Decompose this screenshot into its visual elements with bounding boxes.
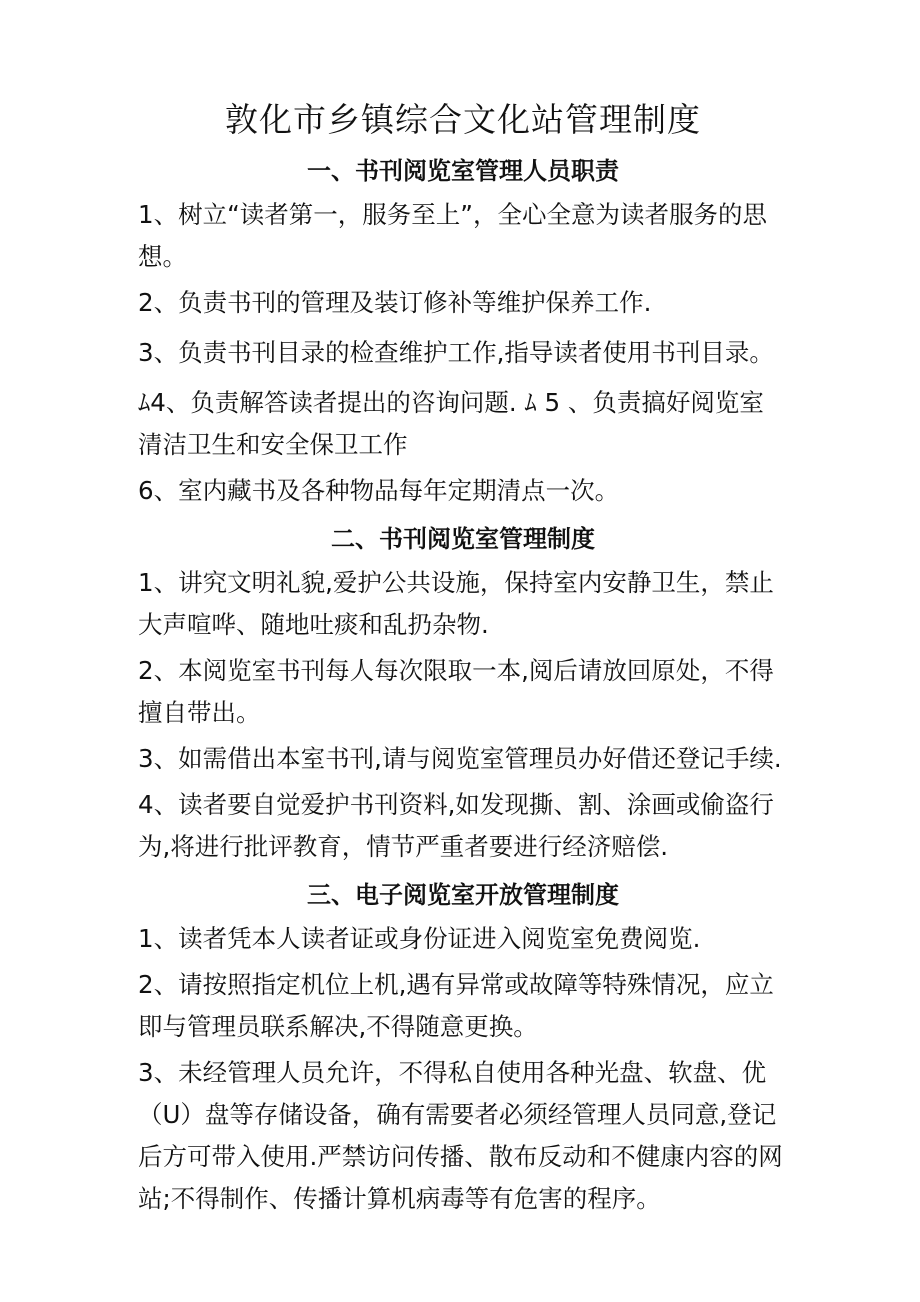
section-3-heading: 三、电子阅览室开放管理制度 xyxy=(307,881,619,909)
section-2-heading: 二、书刊阅览室管理制度 xyxy=(331,525,595,553)
section-2-paragraph: 1、讲究文明礼貌,爱护公共设施，保持室内安静卫生，禁止大声喧哗、随地吐痰和乱扔杂物. xyxy=(138,568,774,639)
section-2-paragraph: 4、读者要自觉爱护书刊资料,如发现撕、割、涂画或偷盗行为,将进行批评教育，情节严重者要进行经济赔偿. xyxy=(138,790,774,861)
section-2-paragraph: 2、本阅览室书刊每人每次限取一本,阅后请放回原处，不得擅自带出。 xyxy=(138,656,774,727)
section-1-paragraph: ﾑ4、负责解答读者提出的咨询问题. ﾑ 5 、负责搞好阅览室清洁卫生和安全保卫工作 xyxy=(138,388,764,459)
document-title: 敦化市乡镇综合文化站管理制度 xyxy=(225,100,701,139)
section-1-paragraph: 3、负责书刊目录的检查维护工作,指导读者使用书刊目录。 xyxy=(138,338,774,367)
section-1-heading: 一、书刊阅览室管理人员职责 xyxy=(307,157,619,185)
section-2-paragraph: 3、如需借出本室书刊,请与阅览室管理员办好借还登记手续. xyxy=(138,744,782,773)
document-page xyxy=(138,92,788,1224)
section-1-paragraph: 6、室内藏书及各种物品每年定期清点一次。 xyxy=(138,476,620,505)
section-1-paragraph: 1、树立“读者第一，服务至上”，全心全意为读者服务的思想。 xyxy=(138,200,767,271)
section-3-paragraph: 1、读者凭本人读者证或身份证进入阅览室免费阅览. xyxy=(138,924,701,953)
section-3-paragraph: 3、未经管理人员允许，不得私自使用各种光盘、软盘、优（U）盘等存储设备，确有需要者必须经管理人员同意,登记后方可带入使用.严禁访问传播、散布反动和不健康内容的网站;不得制作、传播计算机病毒等有危害的程序。 xyxy=(138,1058,783,1213)
section-1-paragraph: 2、负责书刊的管理及装订修补等维护保养工作. xyxy=(138,288,652,317)
section-3-paragraph: 2、请按照指定机位上机,遇有异常或故障等特殊情况，应立即与管理员联系解决,不得随意更换。 xyxy=(138,970,774,1041)
